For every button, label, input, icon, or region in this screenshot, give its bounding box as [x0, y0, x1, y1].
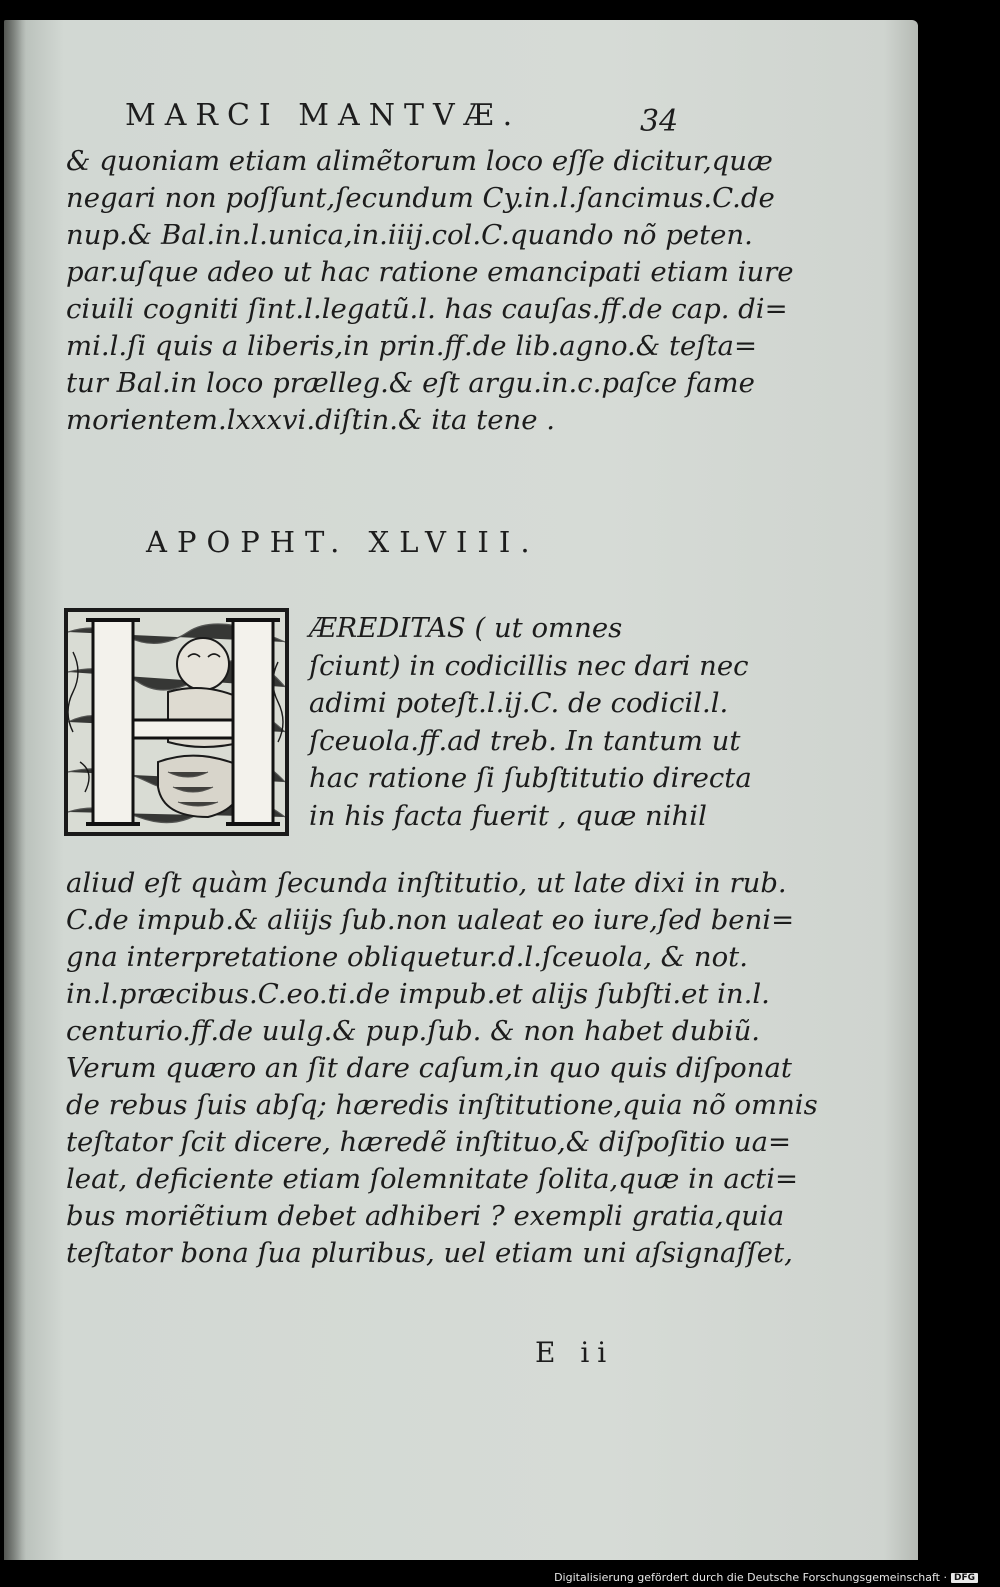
credit-text: Digitalisierung gefördert durch die Deutsche Forschungsgemeinschaft ·	[554, 1571, 947, 1584]
text-line: de rebus ſuis abſq; hæredis inſtitutione,quia nõ omnis	[66, 1089, 818, 1121]
text-line: nup.& Bal.in.l.unica,in.iiij.col.C.quando nõ peten.	[66, 219, 753, 251]
spine-shadow	[4, 20, 26, 1560]
text-line: in.l.præcibus.C.eo.ti.de impub.et alijs ſubſti.et in.l.	[66, 978, 770, 1010]
text-line: aliud eſt quàm ſecunda inſtitutio, ut late dixi in rub.	[66, 867, 787, 899]
text-block-1	[66, 143, 794, 439]
text-line: teſtator ſcit dicere, hæredẽ inſtituo,& diſpoſitio ua=	[66, 1126, 792, 1158]
text-line: centurio.ff.de uulg.& pup.ſub. & non habet dubiũ.	[66, 1015, 761, 1047]
section-title: APOPHT. XLVIII.	[146, 525, 540, 559]
text-line: morientem.lxxxvi.diſtin.& ita tene .	[66, 404, 555, 436]
text-line: ſceuola.ff.ad treb. In tantum ut	[309, 724, 741, 757]
drop-initial-image	[64, 608, 289, 836]
text-line: ſciunt) in codicillis nec dari nec	[309, 649, 749, 682]
text-line: bus moriẽtium debet adhiberi ? exempli gratia,quia	[66, 1200, 785, 1232]
text-line: tur Bal.in loco prælleg.& eſt argu.in.c.paſce fame	[66, 367, 755, 399]
dropcap-paragraph	[309, 610, 752, 835]
running-head-title: MARCI MANTVÆ.	[125, 98, 522, 133]
text-line: hac ratione ſi ſubſtitutio directa	[309, 762, 752, 794]
text-line: ÆREDITAS ( ut omnes	[309, 612, 623, 644]
text-line: & quoniam etiam alimẽtorum loco eſſe dicitur,quæ	[66, 145, 773, 177]
text-line: negari non poſſunt,ſecundum Cy.in.l.ſancimus.C.de	[66, 182, 775, 214]
text-block-2	[66, 865, 818, 1272]
text-line: Verum quæro an ſit dare caſum,in quo quis diſponat	[66, 1052, 792, 1084]
text-line: par.uſque adeo ut hac ratione emancipati etiam iure	[66, 256, 794, 288]
digitization-credit	[554, 1571, 978, 1584]
text-line: ciuili cogniti ſint.l.legatũ.l. has cauſas.ff.de cap. di=	[66, 293, 788, 325]
text-line: leat, deficiente etiam ſolemnitate ſolita,quæ in acti=	[66, 1163, 799, 1195]
text-line: C.de impub.& aliijs ſub.non ualeat eo iure,ſed beni=	[66, 904, 795, 936]
text-line: adimi poteſt.l.ij.C. de codicil.l.	[309, 687, 729, 719]
text-line: teſtator bona ſua pluribus, uel etiam uni aſsignaſſet,	[66, 1237, 793, 1269]
signature-mark: E ii	[535, 1336, 615, 1369]
text-line: in his facta fuerit , quæ nihil	[309, 799, 707, 832]
page-number: 34	[640, 104, 679, 139]
decorated-initial-icon	[68, 612, 285, 832]
text-line: mi.l.ſi quis a liberis,in prin.ff.de lib.agno.& teſta=	[66, 330, 757, 362]
dfg-logo-icon: DFG	[951, 1573, 978, 1583]
text-line: gna interpretatione obliquetur.d.l.ſceuola, & not.	[66, 941, 748, 973]
